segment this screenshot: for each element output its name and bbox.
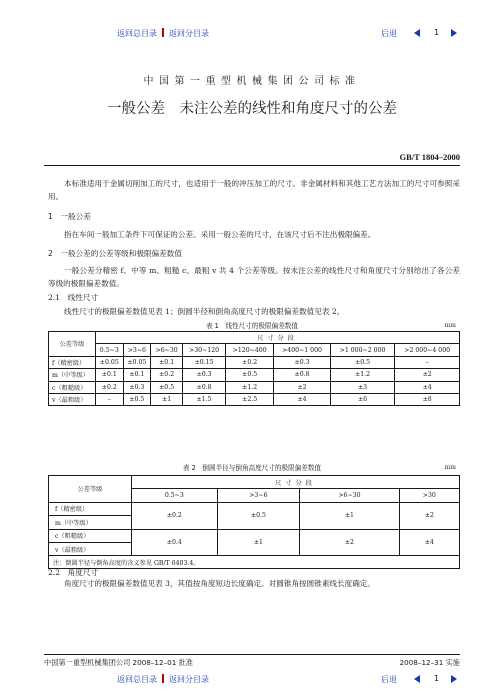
table-2-caption: 表 2 倒圆半径与倒角高度尺寸的极限偏差数值 (182, 464, 322, 472)
table-cell: ±2 (395, 369, 460, 381)
table-2-row (49, 502, 460, 515)
table-1-row (49, 393, 460, 405)
section-2-1-heading: 2.1 线性尺寸 (48, 293, 99, 302)
table-1-column-header: >3~6 (123, 344, 151, 356)
table-cell: ±0.3 (274, 356, 330, 368)
table-1-column-headers (49, 344, 460, 356)
section-2-text: 一般公差分精密 f、中等 m、粗糙 c、最粗 v 共 4 个公差等级。按未注公差的线性尺寸和角度尺寸分别给出了各公差等级的极限偏差数值。 (48, 266, 460, 288)
table-cell: ±0.05 (123, 356, 151, 368)
table-cell: ±0.2 (226, 356, 274, 368)
table-cell: ±0.5 (217, 502, 300, 529)
table-cell: ±1 (151, 393, 183, 405)
standard-number: GB/T 1804–2000 (399, 152, 460, 162)
table-1-column-header: 0.5~3 (96, 344, 124, 356)
return-home-link[interactable]: 返回总目录 (117, 29, 157, 38)
prev-page-icon[interactable] (414, 675, 420, 683)
table-2-column-header: >3~6 (217, 489, 300, 502)
grade-label: f（精密级） (49, 502, 132, 515)
table-cell: ±4 (399, 529, 459, 556)
section-1-text: 指在车间一般加工条件下可保证的公差。采用一般公差的尺寸，在该尺寸后不注出极限偏差。 (64, 230, 376, 239)
table-cell: ±2 (274, 381, 330, 393)
table-cell: ±0.2 (96, 381, 124, 393)
table-1-column-header: >30~120 (183, 344, 226, 356)
table-2-note-row (49, 556, 460, 569)
table-2-column-header: >30 (399, 489, 459, 502)
bottom-nav (0, 672, 504, 686)
nav-divider (162, 674, 164, 683)
table-1-row (49, 381, 460, 393)
grade-label: c（粗糙级） (49, 381, 96, 393)
table-1-row (49, 369, 460, 381)
approval-date: 中国第一重型机械集团公司 2008–12–01 批准 (44, 658, 193, 667)
table-1-column-header: >6~30 (151, 344, 183, 356)
table-cell: – (96, 393, 124, 405)
grade-label: v（最粗级） (49, 393, 96, 405)
table-cell: ±0.1 (151, 356, 183, 368)
table-2-column-header: 0.5~3 (132, 489, 218, 502)
return-section-link[interactable]: 返回分目录 (169, 29, 209, 38)
grade-label: f（精密级） (49, 356, 96, 368)
table-2-unit: mm (444, 464, 456, 471)
table-2-column-header: >6~30 (300, 489, 399, 502)
table-cell: ±0.2 (151, 369, 183, 381)
page-number: 1 (434, 674, 440, 683)
table-cell: ±1.2 (330, 369, 395, 381)
table-cell: ±1.5 (183, 393, 226, 405)
table-cell: ±0.3 (123, 381, 151, 393)
standard-organization: 中国第一重型机械集团公司标准 (143, 76, 361, 87)
return-home-link[interactable]: 返回总目录 (117, 675, 157, 684)
section-1-heading: 1 一般公差 (48, 212, 91, 221)
grade-label: c（粗糙级） (49, 529, 132, 542)
table-2-row (49, 529, 460, 542)
return-section-link[interactable]: 返回分目录 (169, 675, 209, 684)
table-cell: ±4 (274, 393, 330, 405)
prev-page-icon[interactable] (414, 29, 420, 37)
grade-label: m（中等级） (49, 516, 132, 529)
document-title: 一般公差 未注公差的线性和角度尺寸的公差 (107, 101, 397, 117)
section-2-1-text: 线性尺寸的极限偏差数值见表 1；倒圆半径和倒角高度尺寸的极限偏差数值见表 2。 (64, 307, 345, 316)
section-2-2-text: 角度尺寸的极限偏差数值见表 3，其值按角度短边长度确定。对圆锥角按圆锥素线长度确定。 (64, 579, 375, 588)
table-cell: ±0.2 (132, 502, 218, 529)
table-1-grade-header: 公差等级 (49, 332, 96, 357)
table-cell: ±3 (330, 381, 395, 393)
table-1-caption: 表 1 线性尺寸的极限偏差数值 (205, 322, 298, 330)
back-link[interactable]: 后退 (381, 29, 397, 38)
footer-rule (44, 654, 460, 655)
table-cell: ±6 (330, 393, 395, 405)
table-cell: ±0.4 (132, 529, 218, 556)
table-cell: ±0.5 (123, 393, 151, 405)
effective-date: 2008–12–31 实施 (399, 658, 460, 667)
next-page-icon[interactable] (451, 675, 457, 683)
table-cell: ±0.5 (330, 356, 395, 368)
table-cell: ±0.5 (226, 369, 274, 381)
top-nav (0, 26, 504, 40)
table-cell: ±0.8 (274, 369, 330, 381)
table-2 (48, 475, 460, 569)
table-cell: ±1.2 (226, 381, 274, 393)
table-cell: ±0.5 (151, 381, 183, 393)
table-cell: ±2 (300, 529, 399, 556)
back-link[interactable]: 后退 (381, 675, 397, 684)
table-cell: – (395, 356, 460, 368)
grade-label: m（中等级） (49, 369, 96, 381)
header-rule (44, 165, 460, 166)
table-cell: ±0.8 (183, 381, 226, 393)
table-1-range-header: 尺寸分段 (96, 332, 460, 344)
table-1-column-header: >120~400 (226, 344, 274, 356)
table-cell: ±0.3 (183, 369, 226, 381)
section-2-heading: 2 一般公差的公差等级和极限偏差数值 (48, 249, 182, 258)
table-cell: ±0.1 (96, 369, 124, 381)
page-number: 1 (434, 28, 440, 37)
table-cell: ±2 (399, 502, 459, 529)
table-cell: ±1 (217, 529, 300, 556)
nav-divider (162, 28, 164, 37)
table-cell: ±8 (395, 393, 460, 405)
table-cell: ±0.05 (96, 356, 124, 368)
table-cell: ±0.1 (123, 369, 151, 381)
table-2-grade-header: 公差等级 (49, 476, 132, 503)
table-1-column-header: >2 000~4 000 (395, 344, 460, 356)
section-2-2-heading: 2.2 角度尺寸 (48, 568, 99, 577)
table-2-note: 注：倒圆半径与倒角高度的含义参见 GB/T 6403.4。 (49, 556, 460, 569)
table-1 (48, 331, 460, 406)
table-1-row (49, 356, 460, 368)
table-1-column-header: >400~1 000 (274, 344, 330, 356)
table-1-column-header: >1 000~2 000 (330, 344, 395, 356)
table-1-unit: mm (444, 322, 456, 329)
table-cell: ±1 (300, 502, 399, 529)
intro-paragraph: 本标准适用于金属切削加工的尺寸，也适用于一般的冲压加工的尺寸。非金属材料和其他工艺方法加工的尺寸可参照采用。 (48, 179, 460, 201)
table-2-range-header: 尺寸分段 (132, 476, 460, 489)
table-cell: ±0.15 (183, 356, 226, 368)
table-cell: ±4 (395, 381, 460, 393)
grade-label: v（最粗级） (49, 542, 132, 555)
next-page-icon[interactable] (451, 29, 457, 37)
table-cell: ±2.5 (226, 393, 274, 405)
